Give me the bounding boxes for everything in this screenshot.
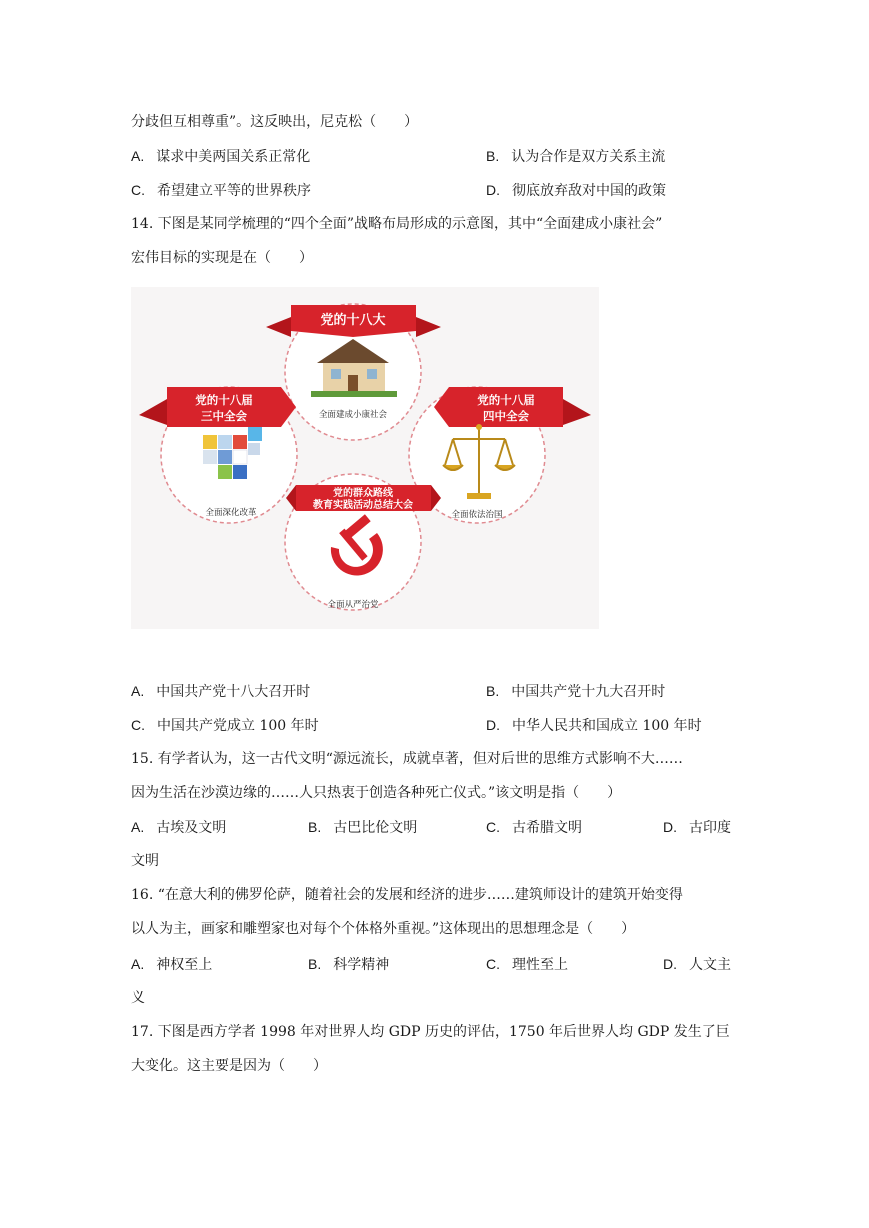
q15-stem-line-1: 15. 有学者认为，这一古代文明“源远流长，成就卓著，但对后世的思维方式影响不大…… [131,751,683,767]
bottom-caption: 全面从严治党 [327,600,379,610]
right-banner [434,387,591,427]
bottom-banner-line-1: 党的群众路线 [333,488,393,499]
right-caption: 全面依法治国 [451,510,503,520]
bottom-banner-line-2: 教育实践活动总结大会 [313,500,413,511]
q14-option-d: D. 中华人民共和国成立 100 年时 [486,717,702,734]
top-banner [266,305,441,337]
q15-option-c: C. 古希腊文明 [486,819,582,836]
right-banner-line-1: 党的十八届 [477,393,535,407]
four-comprehensives-diagram [131,287,599,629]
top-caption: 全面建成小康社会 [318,410,388,420]
q13-stem-tail: 分歧但互相尊重”。这反映出，尼克松（ ） [131,114,419,130]
bottom-banner [286,485,441,511]
q13-option-d: D. 彻底放弃敌对中国的政策 [486,182,666,199]
q15-stem-line-2: 因为生活在沙漠边缘的……人只热衷于创造各种死亡仪式。”该文明是指（ ） [131,785,622,801]
q15-option-b: B. 古巴比伦文明 [308,819,418,836]
q16-option-d: D. 人文主 [663,956,731,973]
q16-option-d-wrap: 义 [131,990,145,1006]
q16-option-c: C. 理性至上 [486,956,568,973]
q16-option-b: B. 科学精神 [308,956,390,973]
left-caption: 全面深化改革 [205,508,257,518]
q16-stem-line-2: 以人为主，画家和雕塑家也对每个个体格外重视。”这体现出的思想理念是（ ） [131,921,636,937]
left-banner [139,387,296,427]
q14-stem-line-1: 14. 下图是某同学梳理的“四个全面”战略布局形成的示意图，其中“全面建成小康社会” [131,216,663,232]
q17-stem-line-2: 大变化。这主要是因为（ ） [131,1058,327,1074]
q15-option-d: D. 古印度 [663,819,731,836]
q14-option-c: C. 中国共产党成立 100 年时 [131,717,319,734]
q13-option-b: B. 认为合作是双方关系主流 [486,148,666,165]
top-banner-label: 党的十八大 [320,313,386,328]
left-banner-line-1: 党的十八届 [195,393,253,407]
left-banner-line-2: 三中全会 [201,409,247,423]
q16-stem-line-1: 16. “在意大利的佛罗伦萨，随着社会的发展和经济的进步……建筑师设计的建筑开始变得 [131,887,683,903]
q17-stem-line-1: 17. 下图是西方学者 1998 年对世界人均 GDP 历史的评估，1750 年后世界人均 GDP 发生了巨 [131,1024,730,1040]
q15-option-a: A. 古埃及文明 [131,819,227,836]
q16-option-a: A. 神权至上 [131,956,213,973]
q13-option-c: C. 希望建立平等的世界秩序 [131,182,311,199]
q15-option-d-wrap: 文明 [131,853,159,869]
q14-stem-line-2: 宏伟目标的实现是在（ ） [131,250,313,266]
q14-option-b: B. 中国共产党十九大召开时 [486,683,666,700]
q13-option-a: A. 谋求中美两国关系正常化 [131,148,311,165]
q14-option-a: A. 中国共产党十八大召开时 [131,683,311,700]
right-banner-line-2: 四中全会 [483,409,529,423]
